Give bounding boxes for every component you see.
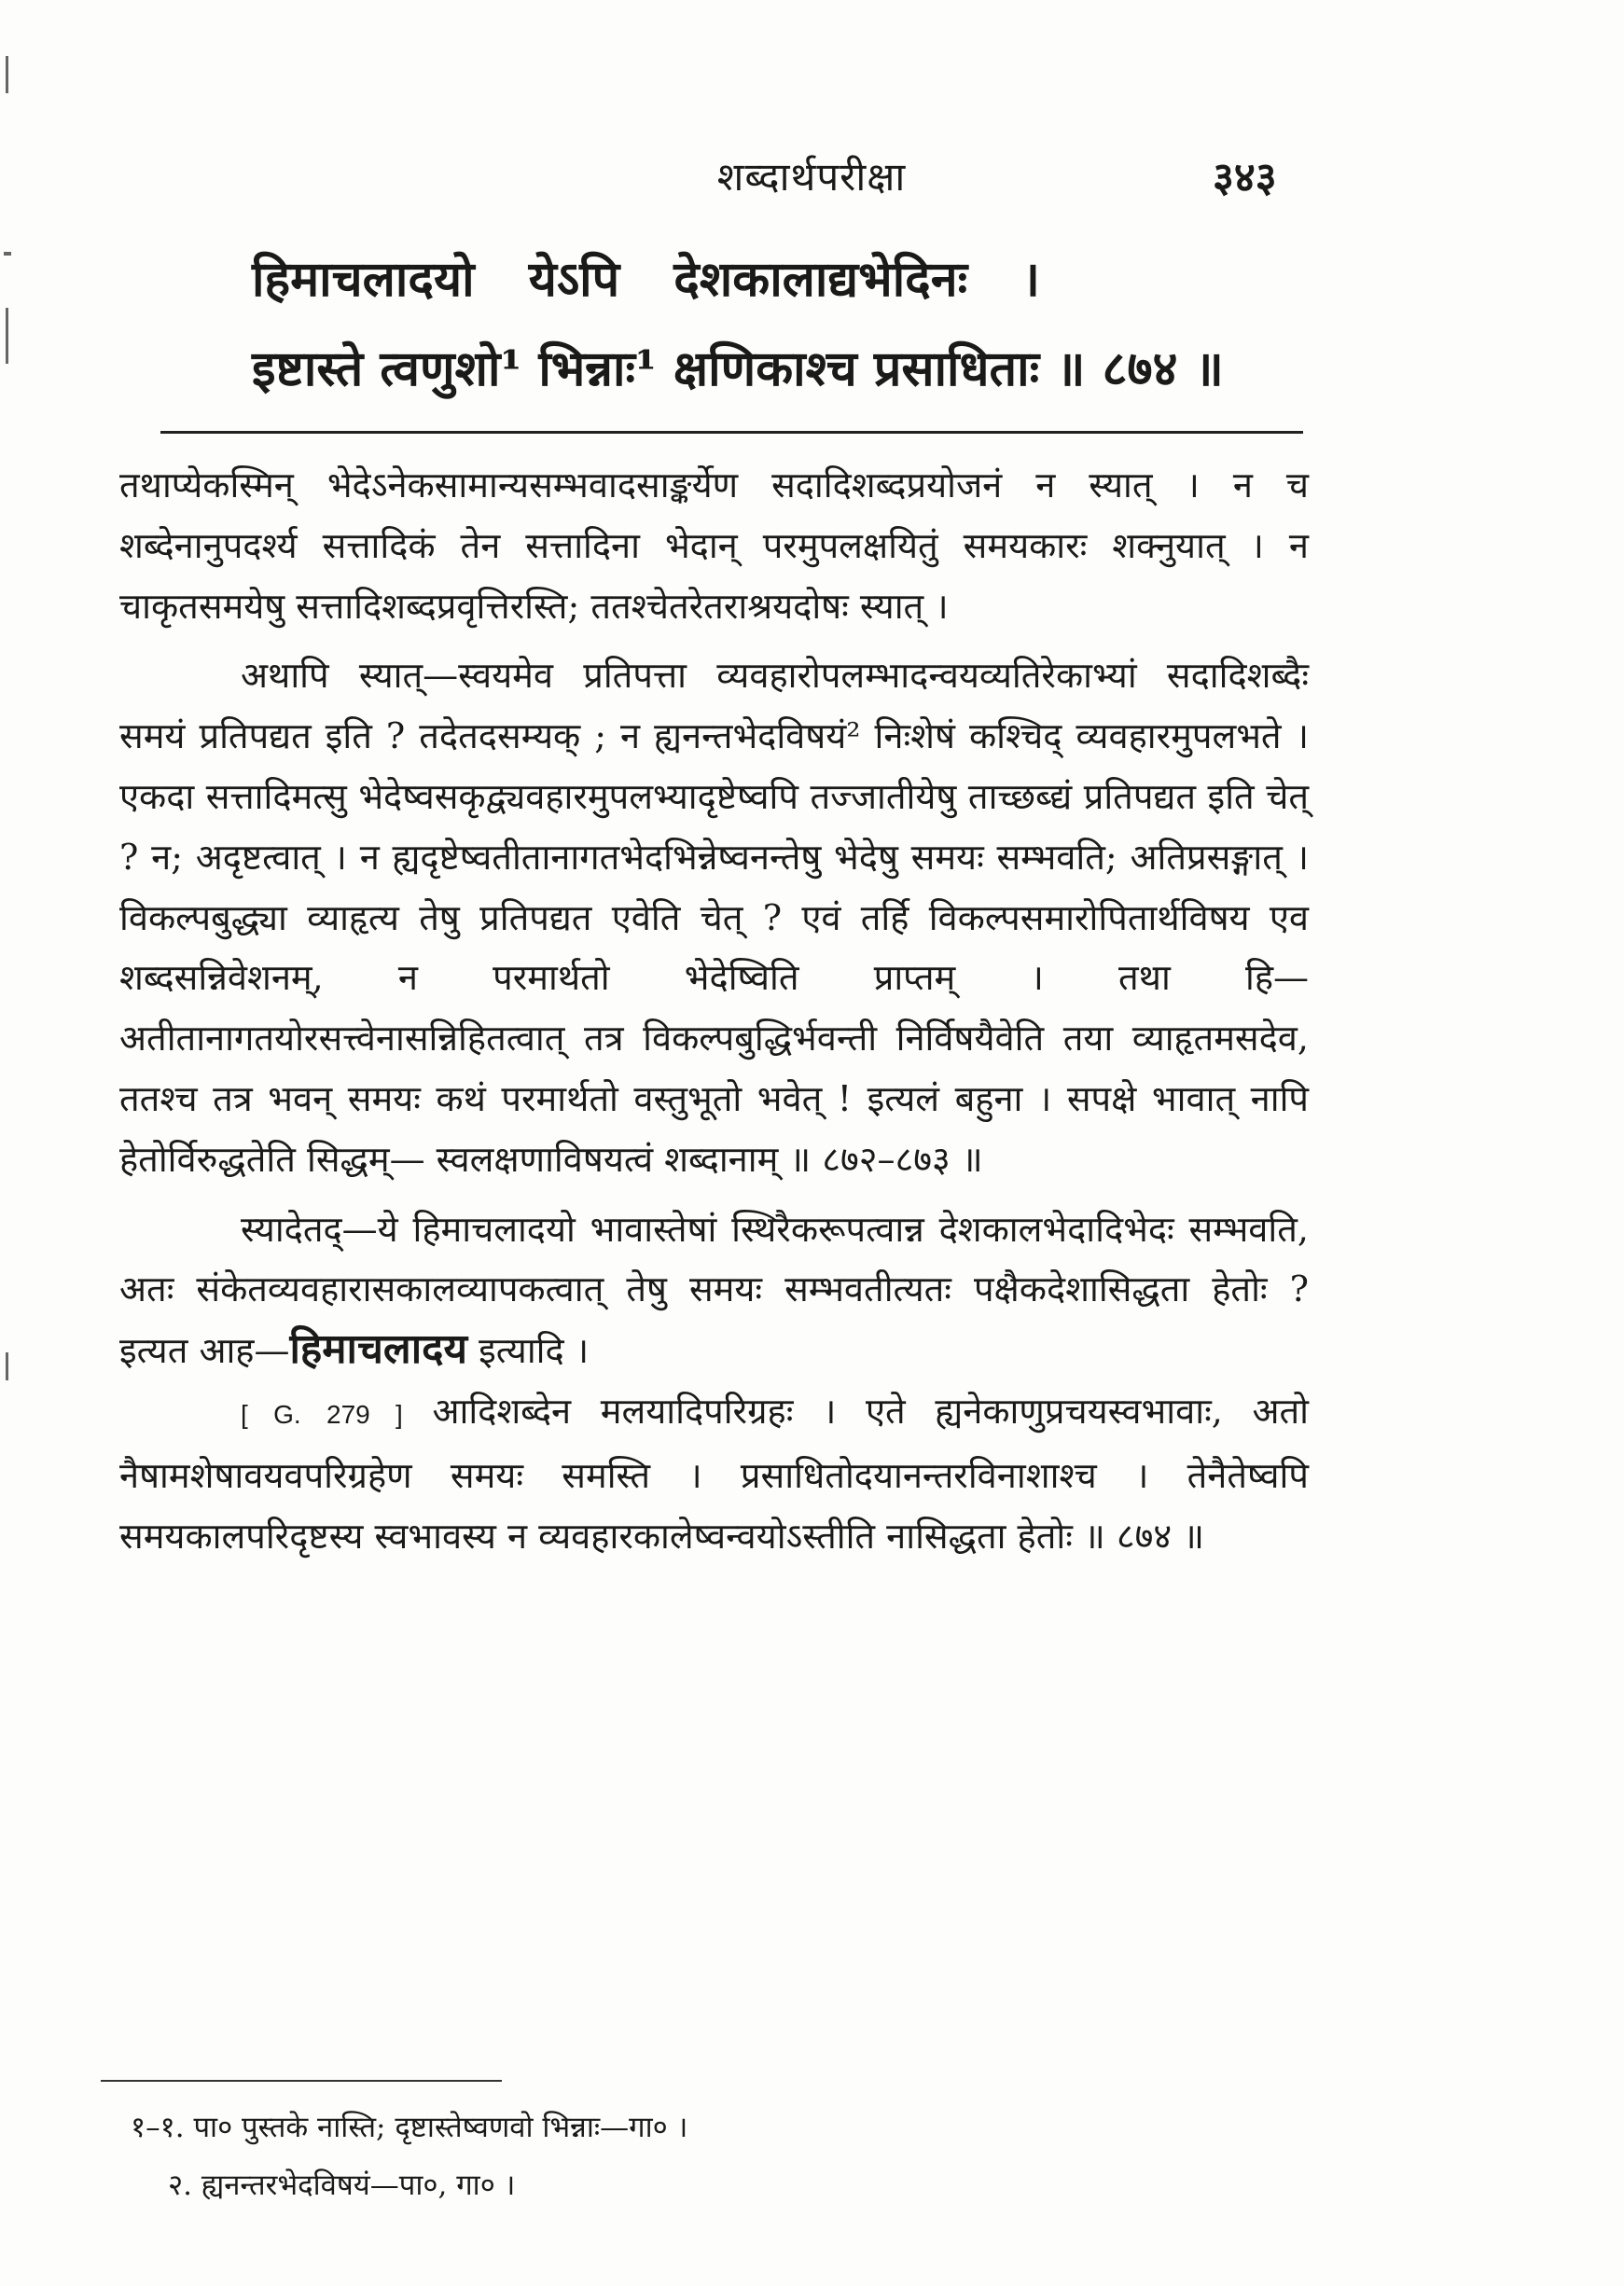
verse-line-1: हिमाचलादयो येऽपि देशकालाद्यभेदिनः । [252, 251, 1040, 308]
verse-line-2: इष्टास्ते त्वणुशो¹ भिन्नाः¹ क्षणिकाश्च प्रसाधिताः ॥ ८७४ ॥ [252, 340, 1224, 397]
commentary-text [119, 455, 1309, 1566]
page-number: ३४३ [1213, 154, 1277, 201]
footnote-divider [101, 2080, 502, 2082]
paragraph-3-text: स्यादेतद्—ये हिमाचलादयो भावास्तेषां स्थिरैकरूपत्वान्न देशकालभेदादिभेदः सम्भवति, अतः संकेतव्यवहारासकालव्यापकत्वात् तेषु समयः सम्भवतीत्यतः पक्षैकदेशासिद्धता हेतोः ? इत्यत आह— [119, 1208, 1309, 1372]
footnote-2: २. ह्यनन्तरभेदविषयं—पा०, गा० । [168, 2168, 516, 2202]
verse-divider [160, 431, 1303, 434]
commentary-paragraph-4 [119, 1381, 1309, 1566]
footnote-1: १–१. पा० पुस्तके नास्ति; दृष्टास्तेष्वणवो भिन्नाः—गा० । [131, 2111, 688, 2144]
commentary-paragraph-1: तथाप्येकस्मिन् भेदेऽनेकसामान्यसम्भवादसाङ्कर्येण सदादिशब्दप्रयोजनं न स्यात् । न च शब्देनानुपदर्श्य सत्तादिकं तेन सत्तादिना भेदान् परमुपलक्षयितुं समयकारः शक्नुयात् । न चाकृतसमयेषु सत्तादिशब्दप्रवृत्तिरस्ति; ततश्चेतरेतराश्रयदोषः स्यात् । [119, 464, 1309, 627]
paragraph-3-tail: इत्यादि । [467, 1330, 590, 1372]
page-reference: [ G. 279 ] [241, 1399, 403, 1429]
pratika-keyword: हिमाचलादय [289, 1325, 468, 1374]
scan-mark [4, 252, 11, 256]
commentary-paragraph-2: अथापि स्यात्—स्वयमेव प्रतिपत्ता व्यवहारोपलम्भादन्वयव्यतिरेकाभ्यां सदादिशब्दैः समयं प्रतिपद्यत इति ? तदेतदसम्यक् ; न ह्यनन्तभेदविषयं² निःशेषं कश्चिद् व्यवहारमुपलभते । एकदा सत्तादिमत्सु भेदेष्वसकृद्व्यवहारमुपलभ्यादृष्टेष्वपि तज्जातीयेषु ताच्छब्द्यं प्रतिपद्यत इति चेत् ? न; अदृष्टत्वात् । न ह्यदृष्टेष्वतीतानागतभेदभिन्नेष्वनन्तेषु भेदेषु समयः सम्भवति; अतिप्रसङ्गात् । विकल्पबुद्ध्या व्याहृत्य तेषु प्रतिपद्यत एवेति चेत् ? एवं तर्हि विकल्पसमारोपितार्थविषय एव शब्दसन्निवेशनम्, न परमार्थतो भेदेष्विति प्राप्तम् । तथा हि—अतीतानागतयोरसत्त्वेनासन्निहितत्वात् तत्र विकल्पबुद्धिर्भवन्ती निर्विषयैवेति तया व्याहृतमसदेव, ततश्च तत्र भवन् समयः कथं परमार्थतो वस्तुभूतो भवेत् ! इत्यलं बहुना । सपक्षे भावात् नापि हेतोर्विरुद्धतेति सिद्धम्— स्वलक्षणाविषयत्वं शब्दानाम् ॥ ८७२–८७३ ॥ [119, 655, 1309, 1180]
footnotes [131, 2099, 1250, 2214]
scan-mark [6, 308, 8, 364]
scan-mark [6, 1352, 8, 1380]
scan-mark [6, 56, 8, 93]
paragraph-4-text: आदिशब्देन मलयादिपरिग्रहः । एते ह्यनेकाणुप्रचयस्वभावाः, अतो नैषामशेषावयवपरिग्रहेण समयः समस्ति । प्रसाधितोदयानन्तरविनाशाश्च । तेनैतेष्वपि समयकालपरिदृष्टस्य स्वभावस्य न व्यवहारकालेष्वन्वयोऽस्तीति नासिद्धता हेतोः ॥ ८७४ ॥ [119, 1390, 1310, 1557]
commentary-paragraph-3 [119, 1199, 1309, 1381]
running-title: शब्दार्थपरीक्षा [716, 154, 907, 200]
